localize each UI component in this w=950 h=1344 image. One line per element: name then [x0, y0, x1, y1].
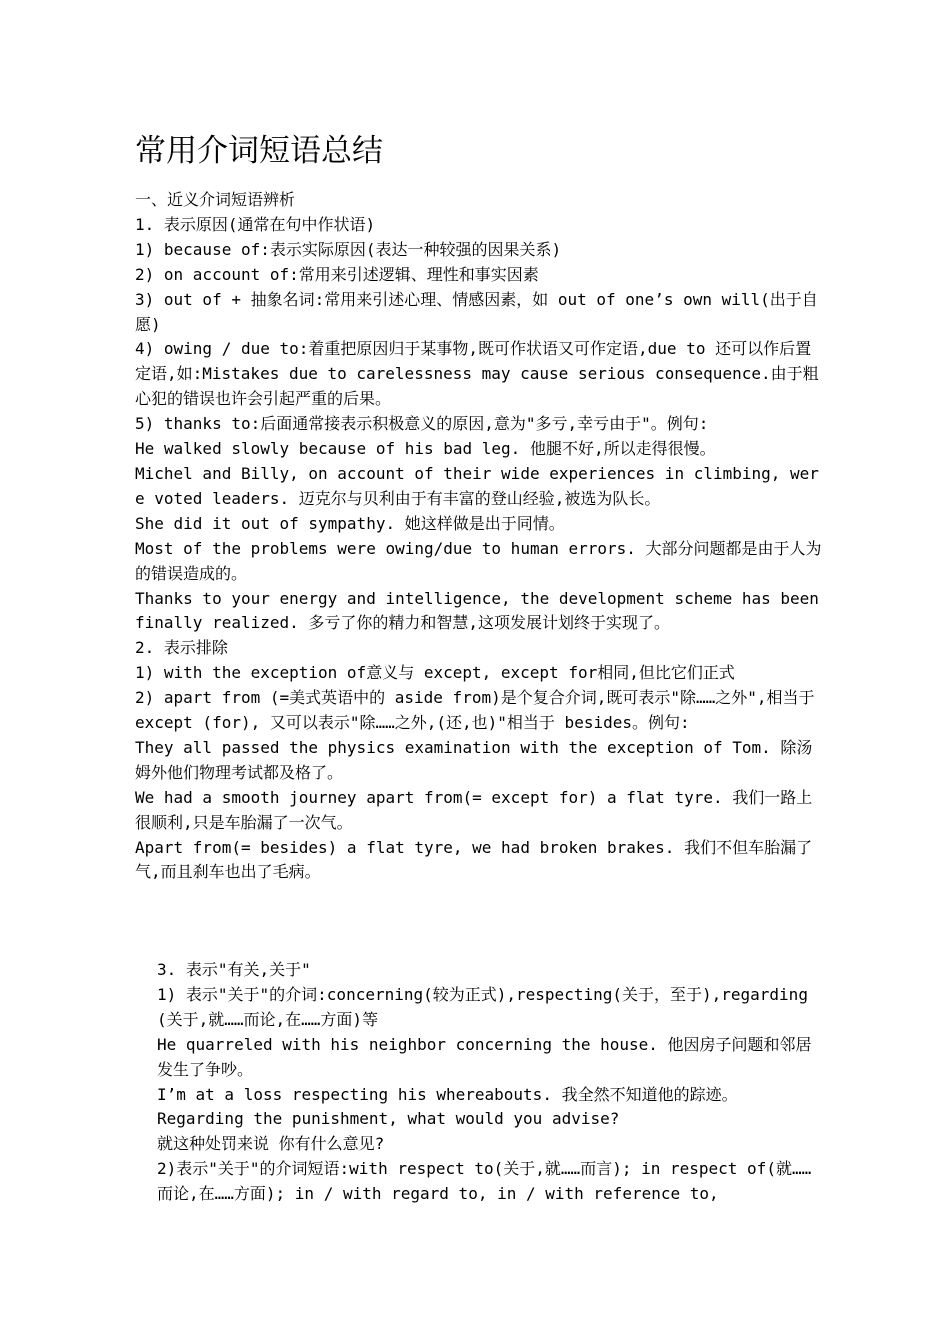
paragraph: They all passed the physics examination with the exception of Tom. 除汤姆外他们物理考试都及格了。: [135, 737, 813, 782]
paragraph: 4) owing / due to:着重把原因归于某事物,既可作状语又可作定语,due to 还可以作后置定语,如:Mistakes due to carelessness may cause serious consequence.由于粗心犯的错误也许会引起严重的后果。: [135, 339, 819, 409]
paragraph: He quarreled with his neighbor concerning the house. 他因房子问题和邻居发生了争吵。: [157, 1034, 812, 1079]
paragraph: 2) apart from (=美式英语中的 aside from)是个复合介词,既可表示"除……之外",相当于 except (for), 又可以表示"除……之外,(还,也)"相当于 besides。例句:: [135, 688, 815, 733]
paragraph: 5) thanks to:后面通常接表示积极意义的原因,意为"多亏,幸亏由于"。例句:: [135, 414, 709, 434]
paragraph: 3. 表示"有关,关于": [157, 960, 311, 979]
document-title: 常用介词短语总结: [135, 133, 383, 169]
paragraph: 3) out of + 抽象名词:常用来引述心理、情感因素，如 out of one’s own will(出于自愿): [135, 289, 818, 334]
paragraph: 一、近义介词短语辨析: [135, 190, 296, 209]
paragraph: 2) on account of:常用来引述逻辑、理性和事实因素: [135, 264, 539, 284]
section-synonym-prepositions: [135, 188, 827, 885]
paragraph: 就这种处罚来说 你有什么意见?: [157, 1134, 385, 1154]
paragraph: 1) with the exception of意义与 except, except for相同,但比它们正式: [135, 663, 735, 683]
paragraph: Most of the problems were owing/due to human errors. 大部分问题都是由于人为的错误造成的。: [135, 538, 822, 583]
paragraph: He walked slowly because of his bad leg. 他腿不好,所以走得很慢。: [135, 439, 716, 459]
paragraph: We had a smooth journey apart from(= except for) a flat tyre. 我们一路上很顺利,只是车胎漏了一次气。: [135, 787, 813, 832]
paragraph: I’m at a loss respecting his whereabouts. 我全然不知道他的踪迹。: [157, 1084, 738, 1104]
paragraph: 1) because of:表示实际原因(表达一种较强的因果关系): [135, 239, 562, 259]
paragraph: Thanks to your energy and intelligence, the development scheme has been finally realized. 多亏了你的精力和智慧,这项发展计划终于实现了。: [135, 588, 819, 633]
paragraph: Apart from(= besides) a flat tyre, we had broken brakes. 我们不但车胎漏了气,而且刹车也出了毛病。: [135, 837, 813, 882]
paragraph: 2)表示"关于"的介词短语:with respect to(关于,就……而言); in respect of(就……而论,在……方面); in / with regard to, in / with reference to,: [157, 1159, 812, 1204]
paragraph: Regarding the punishment, what would you advise?: [157, 1109, 620, 1129]
paragraph: 2. 表示排除: [135, 638, 228, 658]
paragraph: She did it out of sympathy. 她这样做是出于同情。: [135, 513, 565, 533]
paragraph: 1. 表示原因(通常在句中作状语): [135, 214, 376, 234]
paragraph: Michel and Billy, on account of their wide experiences in climbing, were voted leaders. 迈克尔与贝利由于有丰富的登山经验,被选为队长。: [135, 463, 819, 508]
section-about: [157, 958, 827, 1207]
paragraph: 1) 表示"关于"的介词:concerning(较为正式),respecting(关于，至于),regarding(关于,就……而论,在……方面)等: [157, 984, 808, 1029]
